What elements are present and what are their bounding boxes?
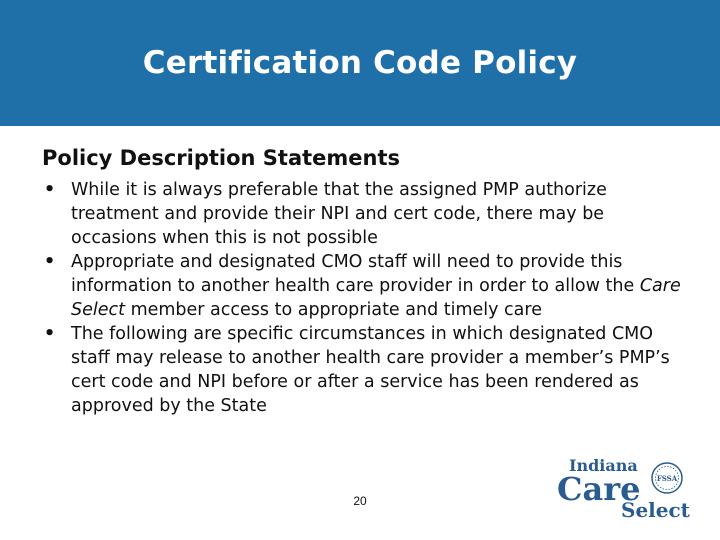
fssa-seal-icon xyxy=(652,463,682,493)
indiana-care-select-logo xyxy=(555,456,695,520)
subheading: Policy Description Statements xyxy=(42,146,401,170)
bullet-item xyxy=(42,250,682,322)
logo-indiana-text: Indiana xyxy=(569,456,638,475)
title-bar xyxy=(0,0,720,126)
bullet-icon: • xyxy=(44,324,56,344)
bullet-icon: • xyxy=(44,252,56,272)
logo-select-text: Select xyxy=(621,498,690,520)
bullet-text-end: member access to appropriate and timely care xyxy=(125,300,542,320)
bullet-text: While it is always preferable that the assigned PMP authorize treatment and provide their NPI and cert code, there may be occasions when this is not possible xyxy=(71,180,607,248)
bullet-item xyxy=(42,322,682,418)
bullet-item xyxy=(42,178,682,250)
program-name: Care Select xyxy=(71,276,681,320)
seal-text: FSSA xyxy=(656,474,678,483)
bullet-list xyxy=(42,178,682,418)
logo-care-text: Care xyxy=(557,470,641,508)
slide-title: Certification Code Policy xyxy=(142,45,578,81)
bullet-text: The following are specific circumstances in which designated CMO staff may release to another health care provider a member’s PMP’s cert code and NPI before or after a service has been rendered as approved by the State xyxy=(71,324,670,416)
page-number: 20 xyxy=(353,494,367,508)
bullet-icon: • xyxy=(44,180,56,200)
slide-content xyxy=(42,146,682,418)
bullet-text-start: Appropriate and designated CMO staff will need to provide this information to another health care provider in order to allow the xyxy=(71,252,640,296)
